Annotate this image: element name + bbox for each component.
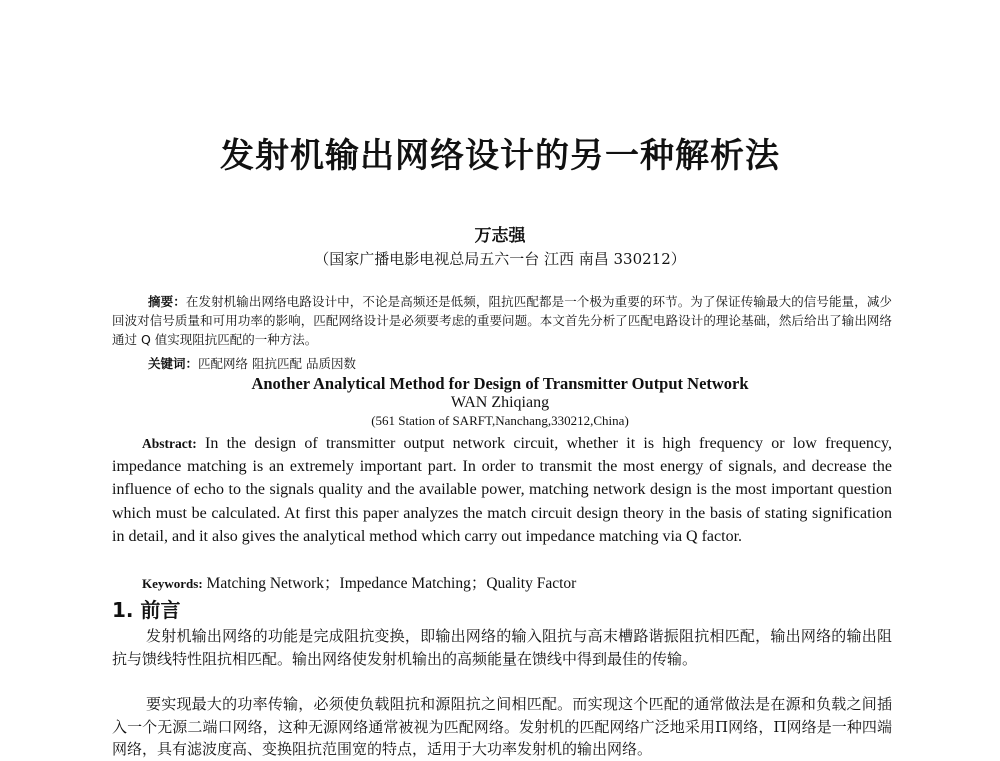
paper-title-cn: 发射机输出网络设计的另一种解析法 bbox=[220, 136, 780, 176]
keywords-cn bbox=[148, 354, 888, 372]
keywords-cn-label: 关键词： bbox=[148, 356, 199, 371]
keywords-en-label: Keywords: bbox=[142, 576, 203, 591]
abstract-cn-text: 在发射机输出网络电路设计中，不论是高频还是低频，阻抗匹配都是一个极为重要的环节。为了保证传输最大的信号能量，减少回波对信号质量和可用功率的影响，匹配网络设计是必须要考虑的重要问题。本文首先分析了匹配电路设计的理论基础，然后给出了输出网络通过 Q 值实现阻抗匹配的一种方法。 bbox=[112, 294, 892, 347]
body-paragraph-1: 发射机输出网络的功能是完成阻抗变换，即输出网络的输入阻抗与高末槽路谐振阻抗相匹配，输出网络的输出阻抗与馈线特性阻抗相匹配。输出网络使发射机输出的高频能量在馈线中得到最佳的传输。 bbox=[112, 627, 892, 668]
paper-title-en: Another Analytical Method for Design of Transmitter Output Network bbox=[251, 374, 749, 393]
affiliation-en: (561 Station of SARFT,Nanchang,330212,China) bbox=[371, 413, 629, 428]
keywords-en bbox=[142, 571, 902, 593]
author-name-cn: 万志强 bbox=[474, 226, 526, 246]
abstract-en-label: Abstract: bbox=[142, 436, 197, 451]
author-name-en: WAN Zhiqiang bbox=[450, 394, 550, 411]
abstract-en bbox=[112, 432, 892, 548]
affiliation-cn: （国家广播电影电视总局五六一台 江西 南昌 330212） bbox=[314, 250, 686, 268]
section-heading-intro: 1. 前言 bbox=[112, 598, 181, 622]
keywords-en-text: Matching Network；Impedance Matching；Quality Factor bbox=[202, 575, 577, 592]
keywords-cn-text: 匹配网络 阻抗匹配 品质因数 bbox=[198, 356, 356, 371]
body-paragraph-2: 要实现最大的功率传输，必须使负载阻抗和源阻抗之间相匹配。而实现这个匹配的通常做法是在源和负载之间插入一个无源二端口网络，这种无源网络通常被视为匹配网络。发射机的匹配网络广泛地采用Π网络，Π网络是一种四端网络，具有滤波度高、变换阻抗范围宽的特点，适用于大功率发射机的输出网络。 bbox=[112, 695, 892, 758]
abstract-en-text: In the design of transmitter output network circuit, whether it is high frequency or low frequency, impedance matching is an extremely important part. In order to transmit the most energy of signals, and decrease the influence of echo to the signals quality and the available power, matching network design is the most important question which must be calculated. At first this paper analyzes the match circuit design theory in the basis of stating signification in detail, and it also gives the analytical method which carry out impedance matching via Q factor. bbox=[112, 435, 892, 545]
abstract-cn bbox=[112, 292, 892, 349]
abstract-cn-label: 摘要： bbox=[148, 294, 186, 309]
